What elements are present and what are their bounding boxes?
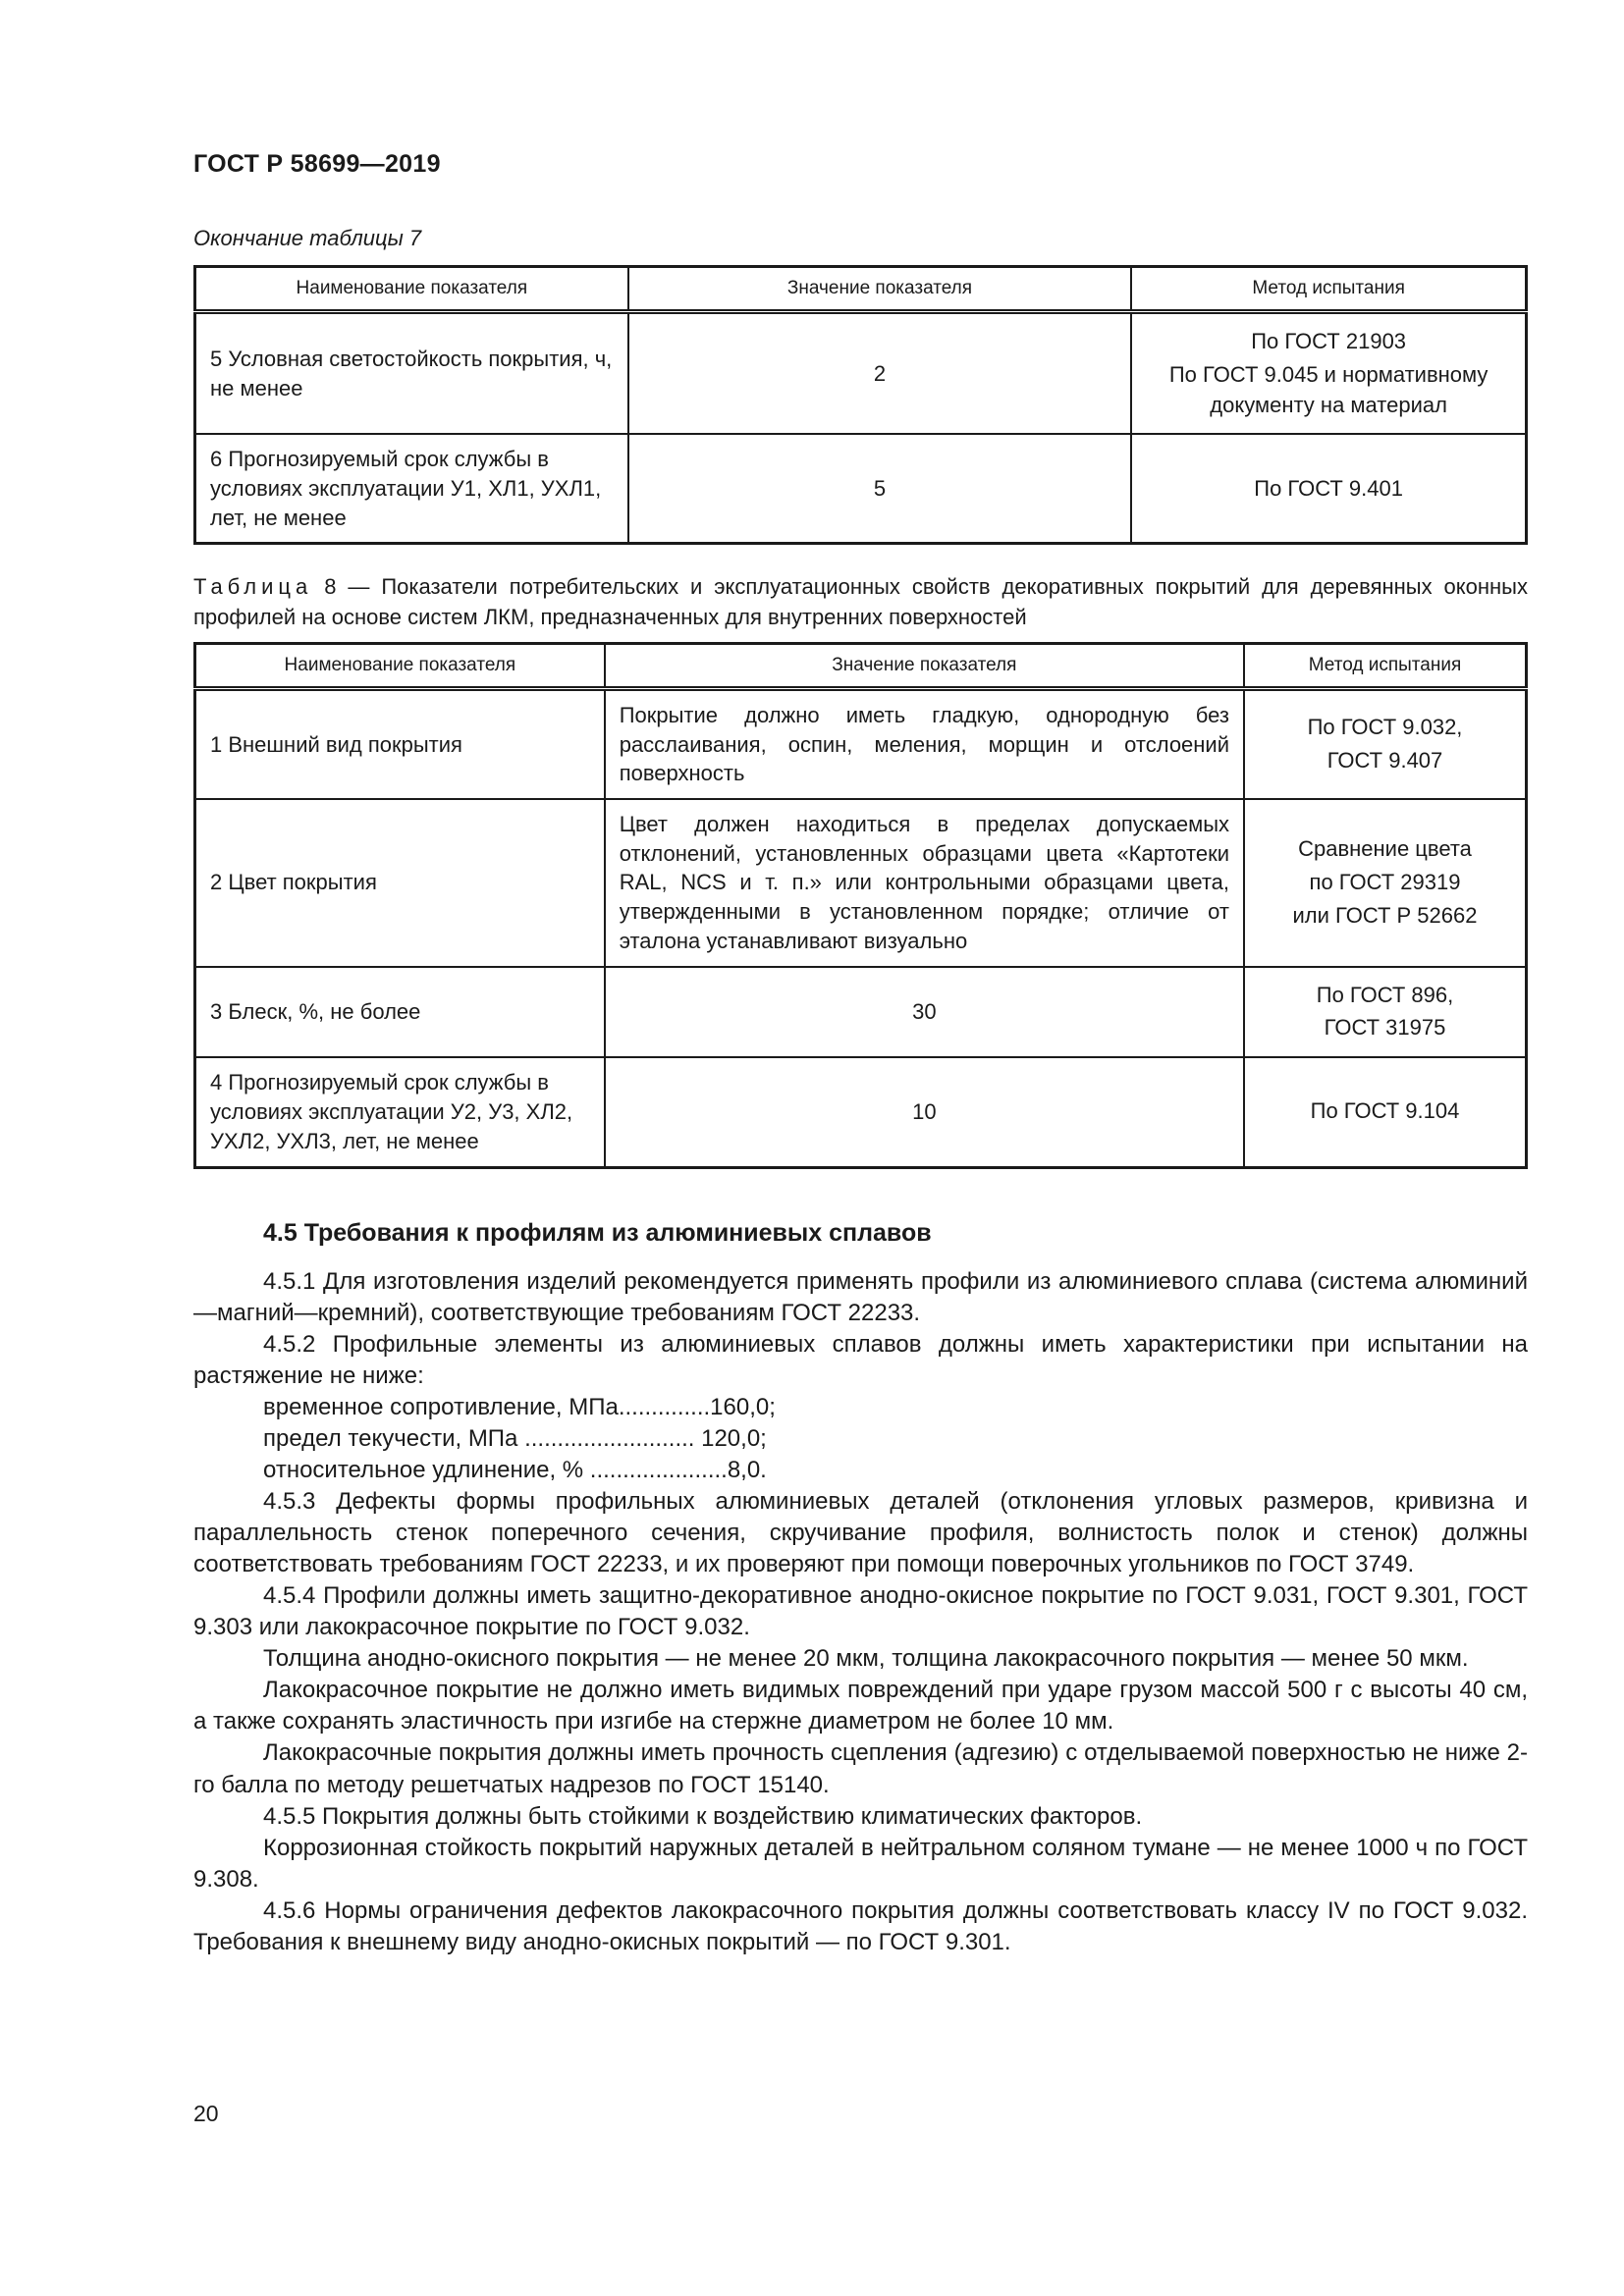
paragraph: 4.5.4 Профили должны иметь защитно-декоративное анодно-окисное покрытие по ГОСТ 9.031, ГОСТ 9.301, ГОСТ 9.303 или лакокрасочное покрытие по ГОСТ 9.032. [193,1582,1528,1641]
indicator-value: 2 [628,312,1132,435]
test-method-line: ГОСТ 31975 [1324,1015,1446,1041]
list-item: предел текучести, МПа .......................... 120,0; [263,1425,767,1453]
table7 [193,265,1528,545]
column-header-value: Значение показателя [628,267,1132,312]
table-row [195,312,1527,435]
paragraph: 4.5.5 Покрытия должны быть стойкими к воздействию климатических факторов. [263,1802,1143,1830]
column-header-method: Метод испытания [1131,267,1526,312]
indicator-name: 3 Блеск, %, не более [195,967,605,1058]
paragraph: 4.5.2 Профильные элементы из алюминиевых сплавов должны иметь характеристики при испытании на растяжение не ниже: [193,1331,1528,1390]
test-method [1244,689,1526,800]
table-header-row [195,267,1527,312]
table-row [195,689,1527,800]
table-header-row [195,644,1527,689]
column-header-name: Наименование показателя [195,644,605,689]
indicator-name: 6 Прогнозируемый срок службы в условиях эксплуатации У1, ХЛ1, УХЛ1, лет, не менее [195,434,628,544]
table-row [195,1057,1527,1167]
table-row [195,434,1527,544]
section-title: 4.5 Требования к профилям из алюминиевых сплавов [263,1219,932,1247]
test-method-line: По ГОСТ 21903 [1251,329,1407,353]
table-row [195,967,1527,1058]
test-method-line: По ГОСТ 9.104 [1310,1098,1460,1124]
indicator-name: 2 Цвет покрытия [195,799,605,966]
paragraph: 4.5.6 Нормы ограничения дефектов лакокрасочного покрытия должны соответствовать классу IV по ГОСТ 9.032. Требования к внешнему виду анодно-окисных покрытий — по ГОСТ 9.301. [193,1896,1528,1955]
indicator-value: 30 [605,967,1244,1058]
test-method-line: ГОСТ 9.407 [1326,748,1443,774]
section-body [193,1266,1528,1958]
column-header-method: Метод испытания [1244,644,1526,689]
paragraph: 4.5.1 Для изготовления изделий рекомендуется применять профили из алюминиевого сплава (система алюминий—магний—кремний), соответствующие требованиям ГОСТ 22233. [193,1268,1528,1327]
list-item: относительное удлинение, % .....................8,0. [263,1457,767,1484]
page-number: 20 [193,2101,219,2126]
table-row [195,799,1527,966]
test-method [1244,967,1526,1058]
table7-caption: Окончание таблицы 7 [193,226,422,250]
table8-caption [193,572,1528,633]
paragraph: 4.5.3 Дефекты формы профильных алюминиевых деталей (отклонения угловых размеров, кривизна и параллельность стенок поперечного сечения, скручивание профиля, волнистость полок и стенок) должны соответствовать требованиям ГОСТ 22233, и их проверяют при помощи поверочных угольников по ГОСТ 3749. [193,1488,1528,1578]
indicator-value: 5 [628,434,1132,544]
indicator-name: 1 Внешний вид покрытия [195,689,605,800]
test-method-line: По ГОСТ 9.401 [1254,475,1403,501]
paragraph: Коррозионная стойкость покрытий наружных деталей в нейтральном соляном тумане — не менее 1000 ч по ГОСТ 9.308. [193,1834,1528,1893]
column-header-name: Наименование показателя [195,267,628,312]
table8-caption-text: 8 — Показатели потребительских и эксплуатационных свойств декоративных покрытий для деревянных оконных профилей на основе систем ЛКМ, предназначенных для внутренних поверхностей [193,574,1528,629]
test-method [1131,312,1526,435]
indicator-value: Покрытие должно иметь гладкую, однородную без расслаивания, оспин, меления, морщин и отслоений поверхность [605,689,1244,800]
test-method-line: по ГОСТ 29319 [1309,869,1461,894]
test-method [1244,799,1526,966]
test-method-line: По ГОСТ 9.032, [1307,715,1463,740]
test-method [1244,1057,1526,1167]
table8-caption-label: Таблица [193,574,313,599]
table8 [193,642,1528,1169]
indicator-name: 4 Прогнозируемый срок службы в условиях эксплуатации У2, У3, ХЛ2, УХЛ2, УХЛ3, лет, не менее [195,1057,605,1167]
test-method-line: Сравнение цвета [1298,836,1472,862]
test-method [1131,434,1526,544]
paragraph: Лакокрасочное покрытие не должно иметь видимых повреждений при ударе грузом массой 500 г с высоты 40 см, а также сохранять эластичность при изгибе на стержне диаметром не более 10 мм. [193,1677,1528,1735]
column-header-value: Значение показателя [605,644,1244,689]
indicator-value: 10 [605,1057,1244,1167]
list-item: временное сопротивление, МПа..............160,0; [263,1394,776,1421]
test-method-line: По ГОСТ 9.045 и нормативному документу на материал [1168,361,1489,417]
test-method-line: или ГОСТ Р 52662 [1292,902,1478,928]
document-header: ГОСТ Р 58699—2019 [193,150,441,178]
indicator-name: 5 Условная светостойкость покрытия, ч, не менее [195,312,628,435]
paragraph: Толщина анодно-окисного покрытия — не менее 20 мкм, толщина лакокрасочного покрытия — менее 50 мкм. [263,1645,1469,1673]
test-method-line: По ГОСТ 896, [1316,982,1454,1007]
indicator-value: Цвет должен находиться в пределах допускаемых отклонений, установленных образцами цвета «Картотеки RAL, NCS и т. п.» или контрольными образцами цвета, утвержденными в установленном порядке; отличие от эталона устанавливают визуально [605,799,1244,966]
paragraph: Лакокрасочные покрытия должны иметь прочность сцепления (адгезию) с отделываемой поверхностью не ниже 2-го балла по методу решетчатых надрезов по ГОСТ 15140. [193,1739,1528,1798]
